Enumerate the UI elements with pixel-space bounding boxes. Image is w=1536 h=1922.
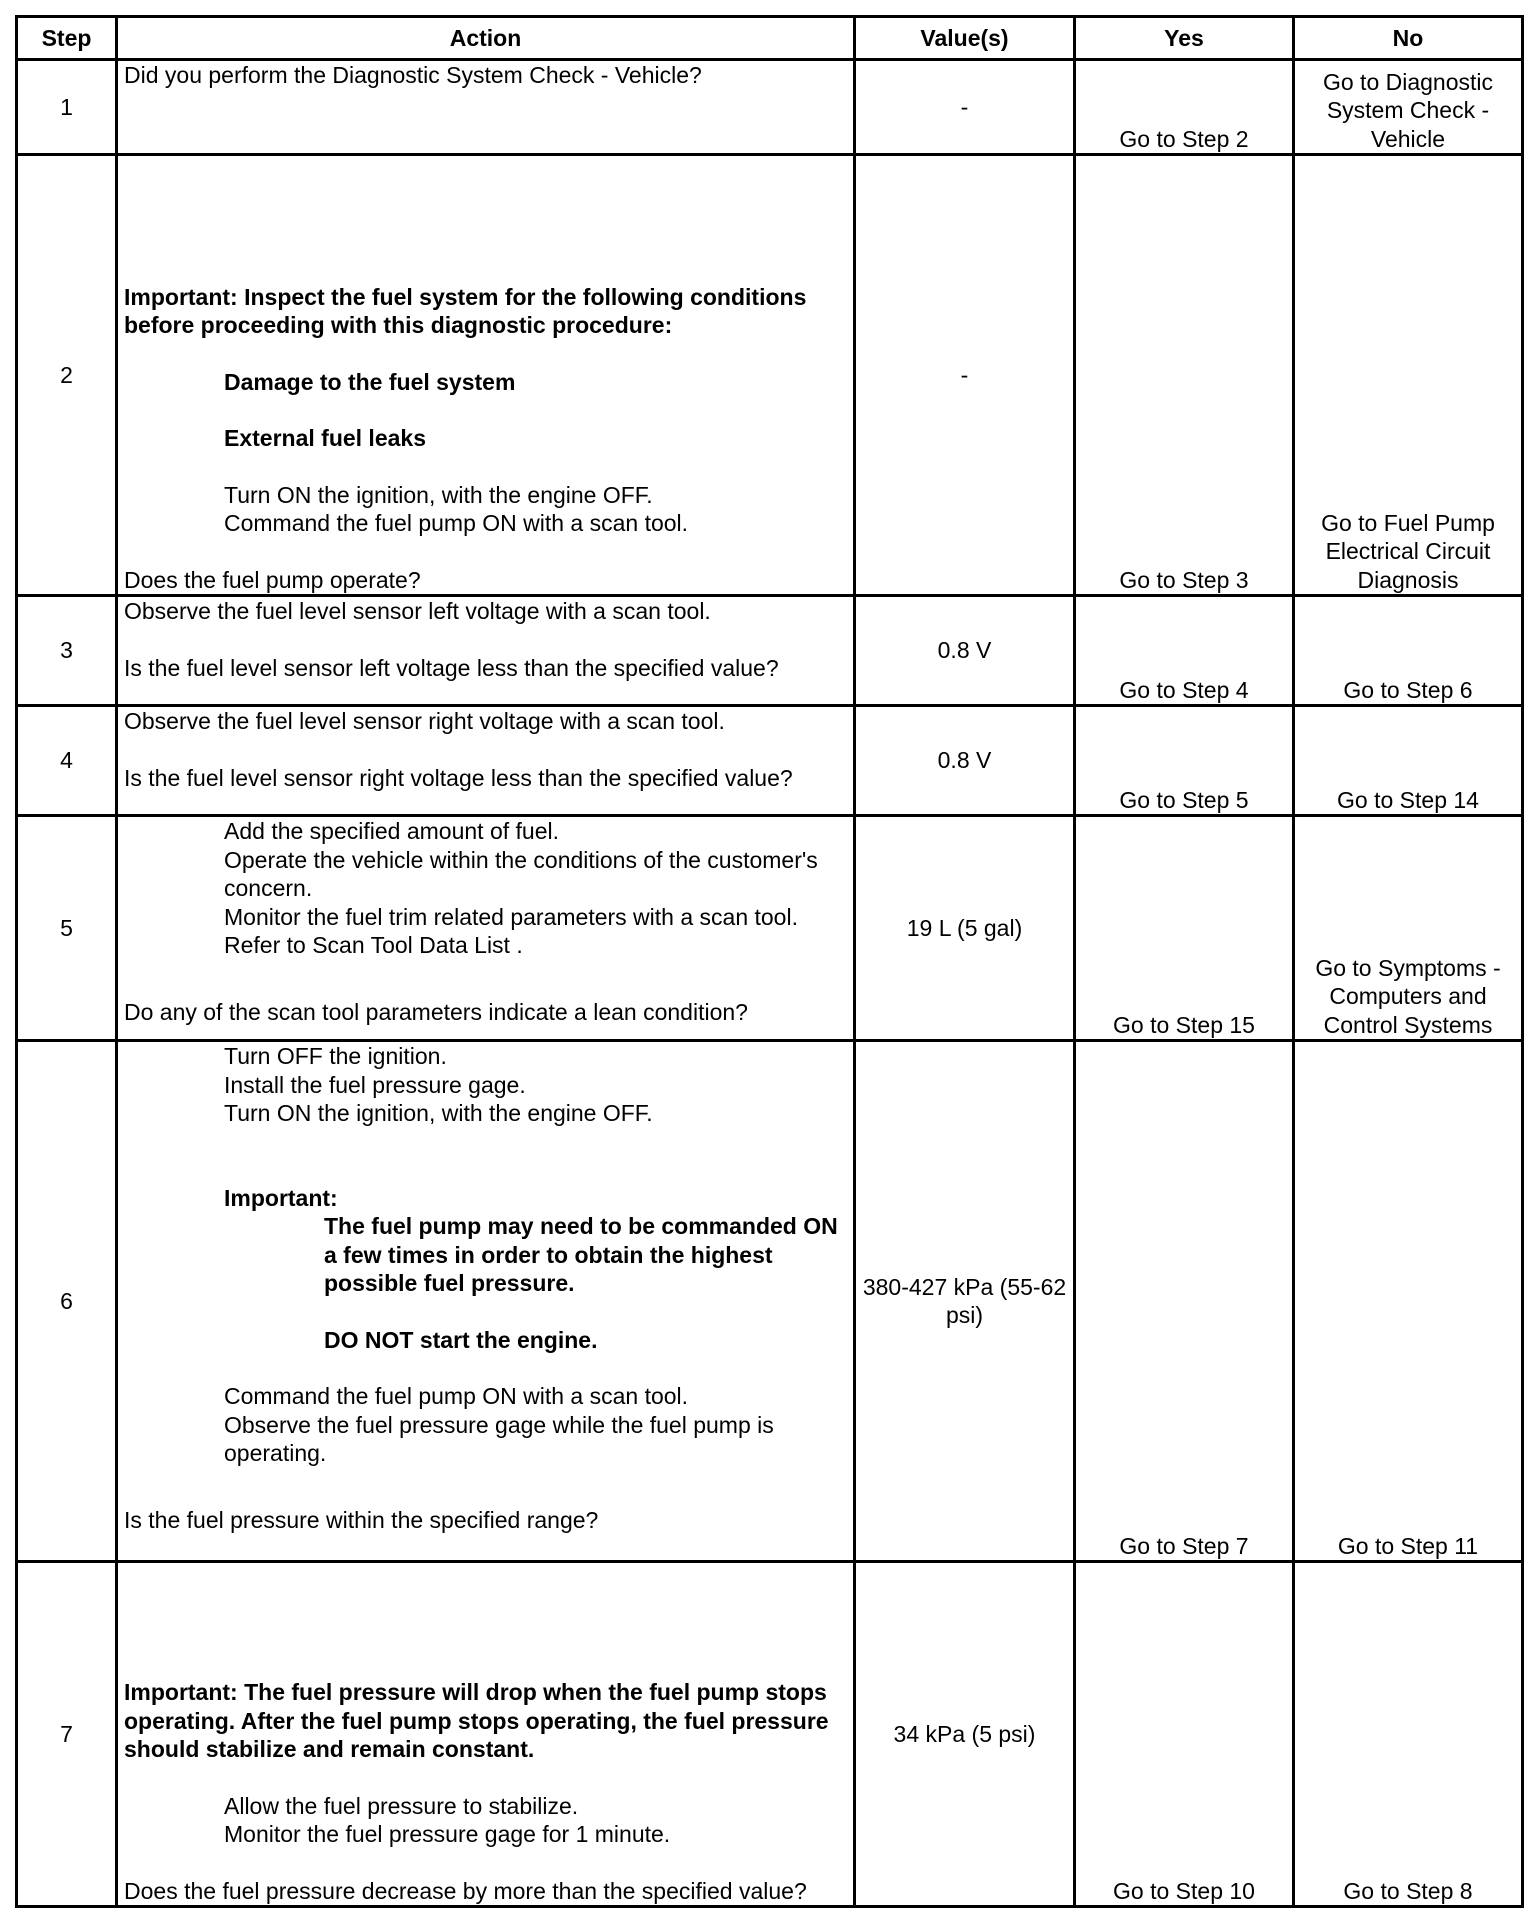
action-cell (117, 1041, 855, 1562)
action-question: Is the fuel level sensor right voltage less than the specified value? (124, 764, 793, 791)
value-cell: 0.8 V (855, 706, 1075, 816)
action-step: Monitor the fuel pressure gage for 1 minute. (224, 1821, 671, 1847)
header-values: Value(s) (855, 17, 1075, 60)
yes-cell: Go to Step 5 (1075, 706, 1294, 816)
yes-cell: Go to Step 4 (1075, 596, 1294, 706)
yes-cell: Go to Step 15 (1075, 816, 1294, 1041)
table-row (17, 155, 1523, 596)
action-cell (117, 706, 855, 816)
action-step: Turn ON the ignition, with the engine OFF. (224, 1100, 653, 1126)
table-row (17, 706, 1523, 816)
no-cell: Go to Step 6 (1294, 596, 1523, 706)
value-cell: 380-427 kPa (55-62 psi) (855, 1041, 1075, 1562)
action-question: Does the fuel pump operate? (124, 566, 421, 593)
table-row (17, 1041, 1523, 1562)
action-question: Do any of the scan tool parameters indicate a lean condition? (124, 998, 748, 1025)
action-step: Command the fuel pump ON with a scan tool. (224, 1383, 689, 1409)
no-cell: Go to Step 11 (1294, 1041, 1523, 1562)
no-cell: Go to Symptoms - Computers and Control Systems (1294, 816, 1523, 1041)
no-cell: Go to Step 14 (1294, 706, 1523, 816)
step-number: 1 (17, 60, 117, 155)
action-step: Install the fuel pressure gage. (224, 1071, 526, 1098)
yes-cell: Go to Step 7 (1075, 1041, 1294, 1562)
action-question: Is the fuel pressure within the specified range? (124, 1506, 599, 1533)
header-row (17, 17, 1523, 60)
action-step: Allow the fuel pressure to stabilize. (224, 1792, 579, 1819)
action-cell (117, 596, 855, 706)
value-cell: 0.8 V (855, 596, 1075, 706)
table-row (17, 816, 1523, 1041)
step-number: 5 (17, 816, 117, 1041)
action-question: Is the fuel level sensor left voltage less than the specified value? (124, 654, 779, 681)
condition-item: External fuel leaks (224, 425, 426, 451)
step-number: 3 (17, 596, 117, 706)
important-note: Important: Inspect the fuel system for the following conditions before proceeding with this diagnostic procedure: (124, 283, 807, 338)
action-step: Observe the fuel level sensor right voltage with a scan tool. (124, 708, 725, 734)
yes-cell: Go to Step 3 (1075, 155, 1294, 596)
condition-item: Damage to the fuel system (224, 368, 516, 395)
table-row (17, 60, 1523, 155)
step-number: 7 (17, 1562, 117, 1907)
diagnostic-table (15, 15, 1524, 1908)
action-step: Observe the fuel pressure gage while the fuel pump is operating. (224, 1411, 774, 1466)
action-step: Monitor the fuel trim related parameters with a scan tool. Refer to Scan Tool Data List . (224, 903, 798, 958)
value-cell: 19 L (5 gal) (855, 816, 1075, 1041)
header-action: Action (117, 17, 855, 60)
header-yes: Yes (1075, 17, 1294, 60)
action-step: Observe the fuel level sensor left voltage with a scan tool. (124, 598, 711, 624)
no-cell: Go to Step 8 (1294, 1562, 1523, 1907)
important-note: DO NOT start the engine. (324, 1326, 598, 1353)
no-cell: Go to Fuel Pump Electrical Circuit Diagnosis (1294, 155, 1523, 596)
yes-cell: Go to Step 2 (1075, 60, 1294, 155)
step-number: 2 (17, 155, 117, 596)
action-step: Turn ON the ignition, with the engine OFF. (224, 481, 653, 508)
action-step: Operate the vehicle within the conditions of the customer's concern. (224, 846, 818, 901)
action-step: Turn OFF the ignition. (224, 1043, 447, 1069)
value-cell: - (855, 155, 1075, 596)
action-cell (117, 155, 855, 596)
important-note: The fuel pump may need to be commanded ON a few times in order to obtain the highest possible fuel pressure. (324, 1213, 838, 1296)
no-cell: Go to Diagnostic System Check - Vehicle (1294, 60, 1523, 155)
action-question: Does the fuel pressure decrease by more than the specified value? (124, 1877, 807, 1904)
action-step: Add the specified amount of fuel. (224, 818, 559, 844)
header-no: No (1294, 17, 1523, 60)
header-step: Step (17, 17, 117, 60)
action-step: Command the fuel pump ON with a scan tool. (224, 510, 689, 536)
action-cell (117, 1562, 855, 1907)
table-row (17, 1562, 1523, 1907)
step-number: 4 (17, 706, 117, 816)
important-note: Important: The fuel pressure will drop when the fuel pump stops operating. After the fuel pump stops operating, the fuel pressure should stabilize and remain constant. (124, 1679, 829, 1762)
important-label: Important: (224, 1184, 338, 1211)
value-cell: 34 kPa (5 psi) (855, 1562, 1075, 1907)
action-cell (117, 816, 855, 1041)
value-cell: - (855, 60, 1075, 155)
yes-cell: Go to Step 10 (1075, 1562, 1294, 1907)
action-cell (117, 60, 855, 155)
action-question: Did you perform the Diagnostic System Check - Vehicle? (124, 62, 702, 88)
step-number: 6 (17, 1041, 117, 1562)
table-row (17, 596, 1523, 706)
